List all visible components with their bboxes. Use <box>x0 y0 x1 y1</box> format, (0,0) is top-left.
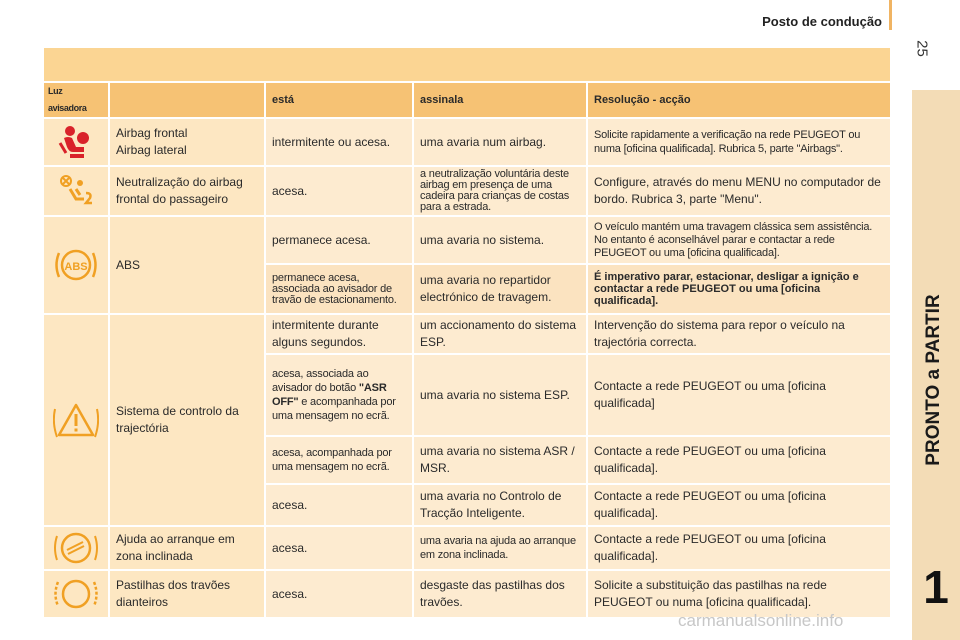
cell-resolucao: O veículo mantém uma travagem clássica sem assistência. No entanto é aconselhável parar e contactar a rede PEUGEOT ou uma [oficina qualificada]. <box>588 217 890 263</box>
row-name-line: Ajuda ao arranque em <box>116 532 235 546</box>
page-number: 25 <box>913 40 931 57</box>
chapter-number: 1 <box>923 561 949 613</box>
row-name-line: Airbag frontal <box>116 126 188 140</box>
row-name-line: dianteiros <box>116 595 169 609</box>
row-name <box>110 527 266 569</box>
cell-assinala: desgaste das pastilhas dos travões. <box>414 571 588 617</box>
stability-control-icon <box>44 315 110 525</box>
table-header-row <box>44 83 890 117</box>
warning-lights-table <box>44 46 890 619</box>
row-name-line: Neutralização do airbag <box>116 175 243 189</box>
row-name-line: trajectória <box>116 421 169 435</box>
row-name <box>110 119 266 165</box>
cell-assinala: uma avaria na ajuda ao arranque em zona inclinada. <box>414 527 588 569</box>
section-label: PRONTO a PARTIR <box>923 294 944 466</box>
row-name-line: Pastilhas dos travões <box>116 578 231 592</box>
row-name-line: zona inclinada <box>116 549 193 563</box>
cell-resolucao: Solicite rapidamente a verificação na rede PEUGEOT ou numa [oficina qualificada]. Rubrica 5, parte "Airbags". <box>588 119 890 165</box>
column-header-warning-light: Luz avisadora <box>44 83 110 117</box>
cell-esta: acesa. <box>266 167 414 215</box>
cell-esta <box>266 355 414 435</box>
cell-assinala: uma avaria no sistema ESP. <box>414 355 588 435</box>
row-name <box>110 315 266 525</box>
table-row <box>44 315 890 353</box>
cell-esta-post: e acompanhada por uma mensagem no ecrã. <box>272 396 396 422</box>
hill-start-assist-icon <box>44 527 110 569</box>
cell-assinala: uma avaria num airbag. <box>414 119 588 165</box>
table-banner <box>44 48 890 81</box>
abs-icon <box>44 217 110 313</box>
cell-assinala: uma avaria no repartidor electrónico de travagem. <box>414 265 588 313</box>
cell-esta: acesa. <box>266 485 414 525</box>
column-header-resolucao: Resolução - acção <box>588 83 890 117</box>
cell-esta-pre: acesa, associada ao avisador do botão <box>272 368 369 394</box>
airbag-warning-icon <box>44 119 110 165</box>
cell-resolucao: Solicite a substituição das pastilhas na rede PEUGEOT ou numa [oficina qualificada]. <box>588 571 890 617</box>
table-row <box>44 217 890 263</box>
cell-esta: acesa. <box>266 527 414 569</box>
cell-assinala: um accionamento do sistema ESP. <box>414 315 588 353</box>
row-name <box>110 167 266 215</box>
header-rule <box>889 0 892 30</box>
cell-assinala: a neutralização voluntária deste airbag em presença de uma cadeira para crianças de costas para a estrada. <box>414 167 588 215</box>
cell-assinala: uma avaria no sistema. <box>414 217 588 263</box>
cell-assinala: uma avaria no Controlo de Tracção Inteligente. <box>414 485 588 525</box>
cell-resolucao: Configure, através do menu MENU no computador de bordo. Rubrica 3, parte "Menu". <box>588 167 890 215</box>
cell-esta: intermitente durante alguns segundos. <box>266 315 414 353</box>
table-row <box>44 527 890 569</box>
cell-resolucao: Intervenção do sistema para repor o veículo na trajectória correcta. <box>588 315 890 353</box>
cell-esta: acesa, acompanhada por uma mensagem no ecrã. <box>266 437 414 483</box>
column-header-assinala: assinala <box>414 83 588 117</box>
row-name-line: Airbag lateral <box>116 143 187 157</box>
row-name-line: Sistema de controlo da <box>116 404 239 418</box>
cell-esta: intermitente ou acesa. <box>266 119 414 165</box>
table-row <box>44 119 890 165</box>
row-name-line: frontal do passageiro <box>116 192 229 206</box>
cell-resolucao: É imperativo parar, estacionar, desligar a ignição e contactar a rede PEUGEOT ou uma [oficina qualificada]. <box>588 265 890 313</box>
cell-resolucao: Contacte a rede PEUGEOT ou uma [oficina qualificada] <box>588 355 890 435</box>
cell-resolucao: Contacte a rede PEUGEOT ou uma [oficina qualificada]. <box>588 485 890 525</box>
brake-pad-wear-icon <box>44 571 110 617</box>
svg-text:ABS: ABS <box>64 261 88 273</box>
cell-resolucao: Contacte a rede PEUGEOT ou uma [oficina qualificada]. <box>588 527 890 569</box>
passenger-airbag-off-icon <box>44 167 110 215</box>
row-name-line: ABS <box>116 257 141 272</box>
asr-off-button-label: "ASR OFF" <box>272 382 387 408</box>
cell-resolucao: Contacte a rede PEUGEOT ou uma [oficina qualificada]. <box>588 437 890 483</box>
row-name <box>110 571 266 617</box>
column-header-name <box>110 83 266 117</box>
cell-assinala: uma avaria no sistema ASR / MSR. <box>414 437 588 483</box>
column-header-esta: está <box>266 83 414 117</box>
header-title: Posto de condução <box>762 14 882 29</box>
cell-esta: acesa. <box>266 571 414 617</box>
table-row <box>44 167 890 215</box>
watermark: carmanualsonline.info <box>678 611 844 630</box>
cell-esta: permanece acesa, associada ao avisador de travão de estacionamento. <box>266 265 414 313</box>
row-name <box>110 217 266 313</box>
cell-esta: permanece acesa. <box>266 217 414 263</box>
